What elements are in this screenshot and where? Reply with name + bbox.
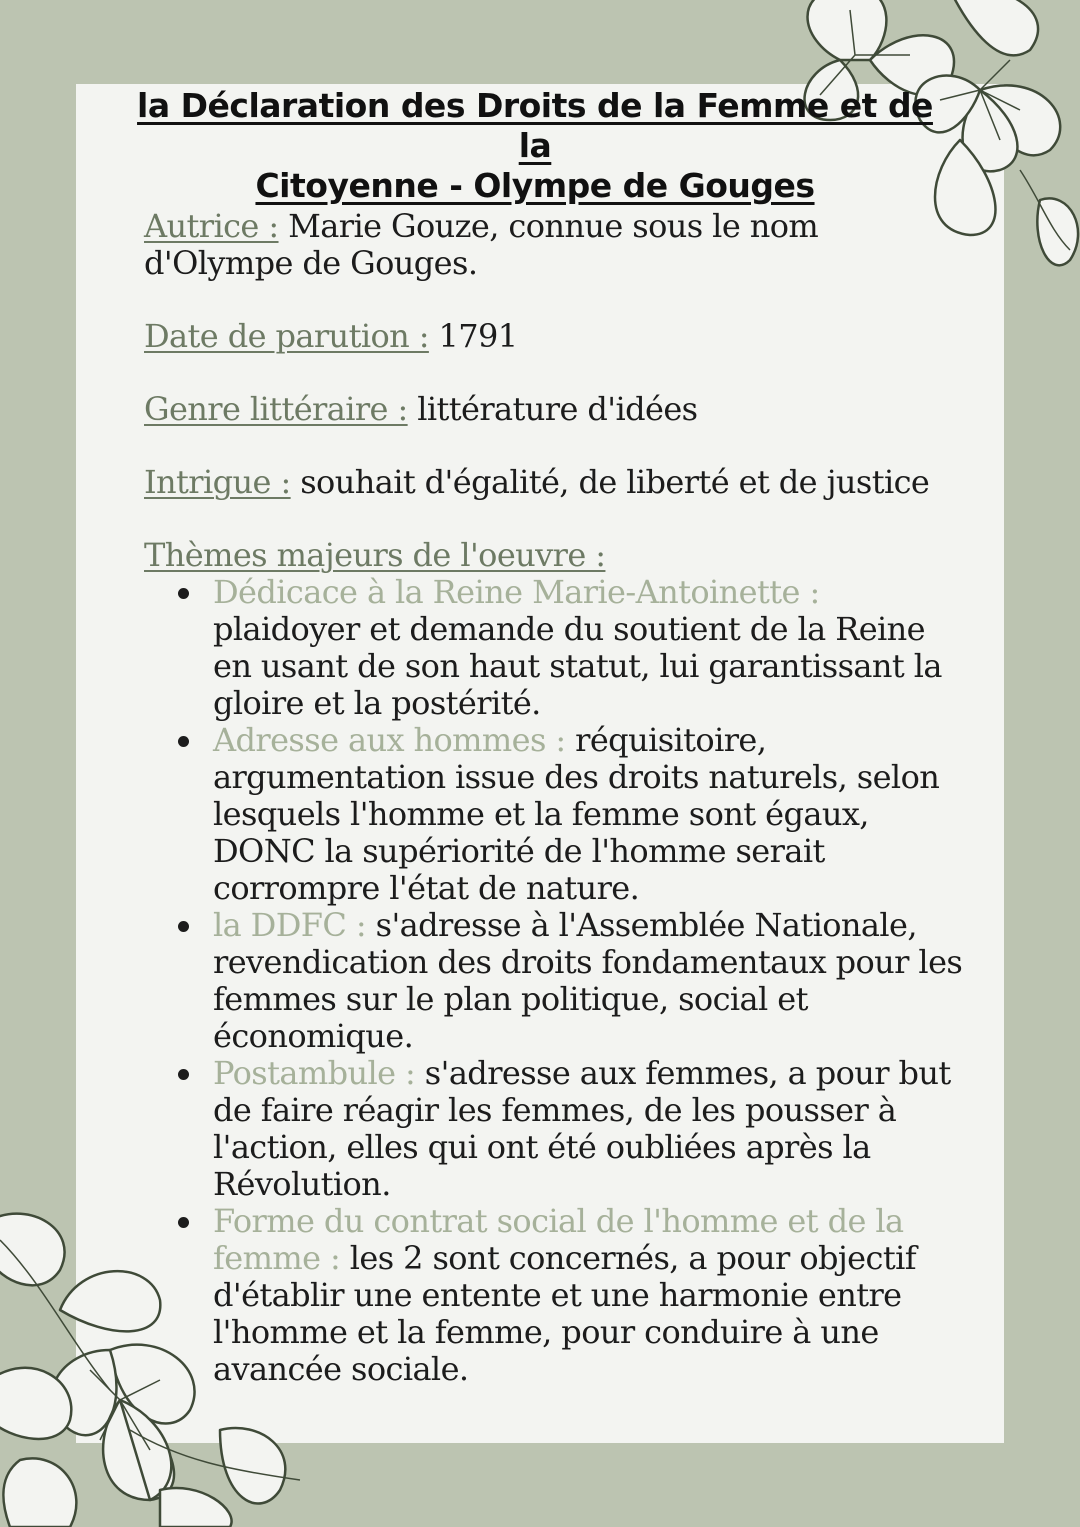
page-title: [120, 86, 950, 206]
theme-text: plaidoyer et demande du soutient de la Reine en usant de son haut statut, lui garantissant la gloire et la postérité.: [213, 610, 942, 722]
theme-title: Adresse aux hommes :: [213, 721, 566, 759]
theme-text: réquisitoire, argumentation issue des droits naturels, selon lesquels l'homme et la femme sont égaux, DONC la supériorité de l'homme serait corrompre l'état de nature.: [213, 721, 940, 907]
author-label: Autrice :: [144, 207, 279, 245]
plot-label: Intrigue :: [144, 463, 291, 501]
list-item: [213, 574, 964, 722]
genre-field: [144, 391, 964, 428]
list-item: [213, 1203, 964, 1388]
date-field: [144, 318, 964, 355]
themes-label: Thèmes majeurs de l'oeuvre :: [144, 536, 606, 574]
themes-section: [144, 537, 964, 1388]
date-label: Date de parution :: [144, 317, 429, 355]
theme-title: la DDFC :: [213, 906, 367, 944]
theme-text: s'adresse à l'Assemblée Nationale, revendication des droits fondamentaux pour les femmes sur le plan politique, social et économique.: [213, 906, 963, 1055]
title-line-1: la Déclaration des Droits de la Femme et de la: [137, 86, 933, 165]
list-item: [213, 1055, 964, 1203]
themes-list: [144, 574, 964, 1388]
theme-title: Postambule :: [213, 1054, 416, 1092]
title-line-2: Citoyenne - Olympe de Gouges: [255, 166, 815, 205]
theme-title: Forme du contrat social de l'homme et de la femme :: [213, 1202, 904, 1277]
genre-label: Genre littéraire :: [144, 390, 408, 428]
author-field: [144, 208, 964, 282]
list-item: [213, 722, 964, 907]
genre-value: littérature d'idées: [407, 390, 698, 428]
list-item: [213, 907, 964, 1055]
theme-text: les 2 sont concernés, a pour objectif d'établir une entente et une harmonie entre l'homme et la femme, pour conduire à une avancée sociale.: [213, 1239, 916, 1388]
plot-field: [144, 464, 964, 501]
document-body: [144, 208, 964, 1388]
plot-value: souhait d'égalité, de liberté et de justice: [290, 463, 930, 501]
date-value: 1791: [428, 317, 518, 355]
theme-text: s'adresse aux femmes, a pour but de faire réagir les femmes, de les pousser à l'action, elles qui ont été oubliées après la Révolution.: [213, 1054, 951, 1203]
theme-title: Dédicace à la Reine Marie-Antoinette :: [213, 573, 820, 611]
author-value: Marie Gouze, connue sous le nom d'Olympe de Gouges.: [144, 207, 819, 282]
